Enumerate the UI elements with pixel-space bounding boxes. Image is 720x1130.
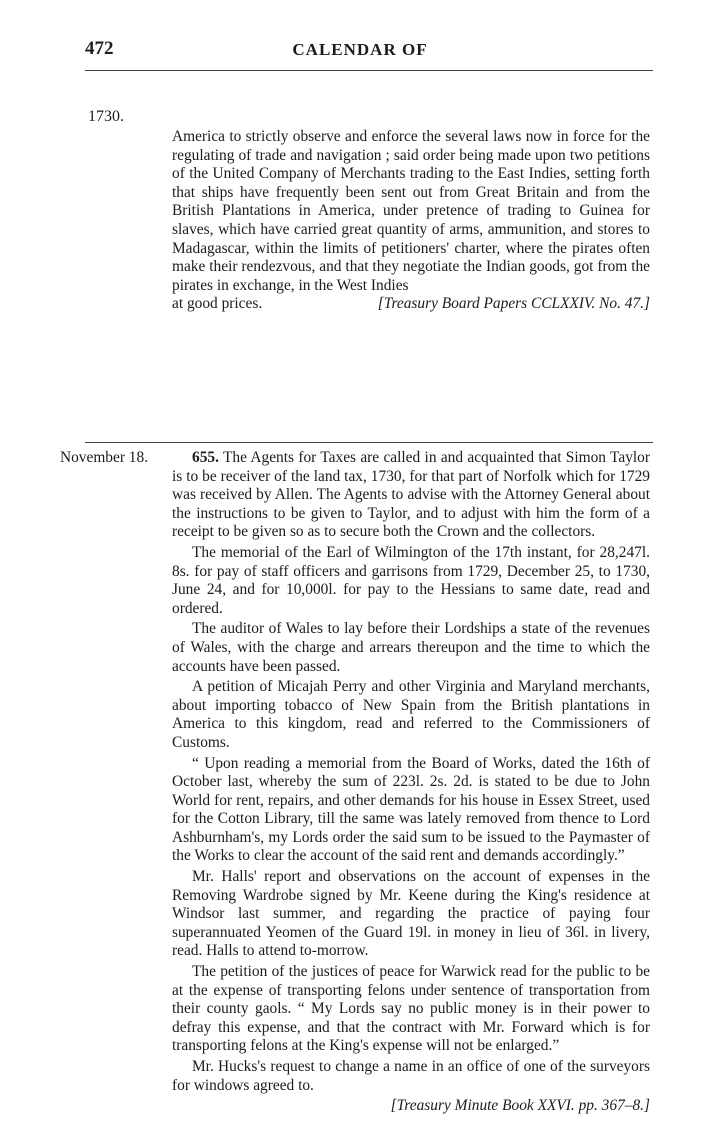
entry-paragraph-6: Mr. Halls' report and observations on the account of expenses in the Removing Wardrobe signed by Mr. Keene during the King's residence at Windsor last summer, and regarding the practice of paying four superannuated Yeomen of the Guard 19l. in money in lieu of 36l. in livery, read. Halls to attend to-morrow. bbox=[172, 868, 650, 960]
running-head: CALENDAR OF bbox=[292, 40, 428, 59]
continuation-tail: at good prices. bbox=[172, 295, 263, 313]
entry-divider bbox=[85, 442, 653, 443]
page-number: 472 bbox=[85, 38, 114, 59]
entry-paragraph-8: Mr. Hucks's request to change a name in an office of one of the surveyors for windows agreed to. bbox=[172, 1058, 650, 1094]
header-rule bbox=[85, 70, 653, 71]
entry-paragraph-1-text: The Agents for Taxes are called in and acquainted that Simon Taylor is to be receiver of the land tax, 1730, for that part of Norfolk which for 1729 was received by Allen. The Agents to advise with the Attorney General about the instructions to be given to Taylor, and to adjust with him the form of a receipt to be given so as to secure both the Crown and the collectors. bbox=[172, 449, 650, 541]
entry-citation: [Treasury Minute Book XXVI. pp. 367–8.] bbox=[390, 1097, 650, 1115]
entry-section bbox=[172, 449, 650, 1116]
entry-number: 655. bbox=[192, 449, 219, 466]
entry-paragraph-7: The petition of the justices of peace for Warwick read for the public to be at the expense of transporting felons under sentence of transportation from their county gaols. “ My Lords say no public money is in their power to defray this expense, and that the contract with Mr. Forward which is for transporting felons at the King's expense will not be enlarged.” bbox=[172, 963, 650, 1055]
entry-paragraph-5: “ Upon reading a memorial from the Board of Works, dated the 16th of October last, whereby the sum of 223l. 2s. 2d. is stated to be due to John World for rent, repairs, and other demands for his house in Essex Street, used for the Cotton Library, till the same was lately removed from thence to Lord Ashburnham's, my Lords order the said sum to be issued to the Paymaster of the Works to clear the account of the said rent and demands accordingly.” bbox=[172, 754, 650, 865]
entry-date: November 18. bbox=[60, 449, 149, 466]
continuation-citation: [Treasury Board Papers CCLXXIV. No. 47.] bbox=[377, 295, 650, 313]
year-marker: 1730. bbox=[88, 108, 124, 125]
entry-paragraph-2: The memorial of the Earl of Wilmington of the 17th instant, for 28,247l. 8s. for pay of staff officers and garrisons from 1729, December 25, to 1730, June 24, and for 10,000l. for pay to the Hessians to same date, read and ordered. bbox=[172, 543, 650, 617]
continuation-citation-line bbox=[172, 295, 650, 314]
continuation-paragraph: America to strictly observe and enforce the several laws now in force for the regulating of trade and navigation ; said order being made upon two petitions of the United Company of Merchants trading to the East Indies, setting forth that ships have frequently been sent out from Great Britain and from the British Plantations in America, under pretence of trading to Guinea for slaves, which have carried great quantity of arms, ammunition, and stores to Madagascar, within the limits of petitioners' charter, where the pirates often make their rendezvous, and that they negotiate the Indian goods, got from the pirates in exchange, in the West Indies bbox=[172, 128, 650, 294]
continuation-section bbox=[172, 128, 650, 314]
entry-paragraph-4: A petition of Micajah Perry and other Virginia and Maryland merchants, about importing tobacco of New Spain from the British plantations in America to this kingdom, read and referred to the Commissioners of Customs. bbox=[172, 678, 650, 751]
entry-paragraph-1 bbox=[172, 449, 650, 542]
entry-paragraph-3: The auditor of Wales to lay before their Lordships a state of the revenues of Wales, with the charge and arrears thereupon and the time to which the accounts have been passed. bbox=[172, 620, 650, 675]
page-header bbox=[0, 38, 720, 66]
